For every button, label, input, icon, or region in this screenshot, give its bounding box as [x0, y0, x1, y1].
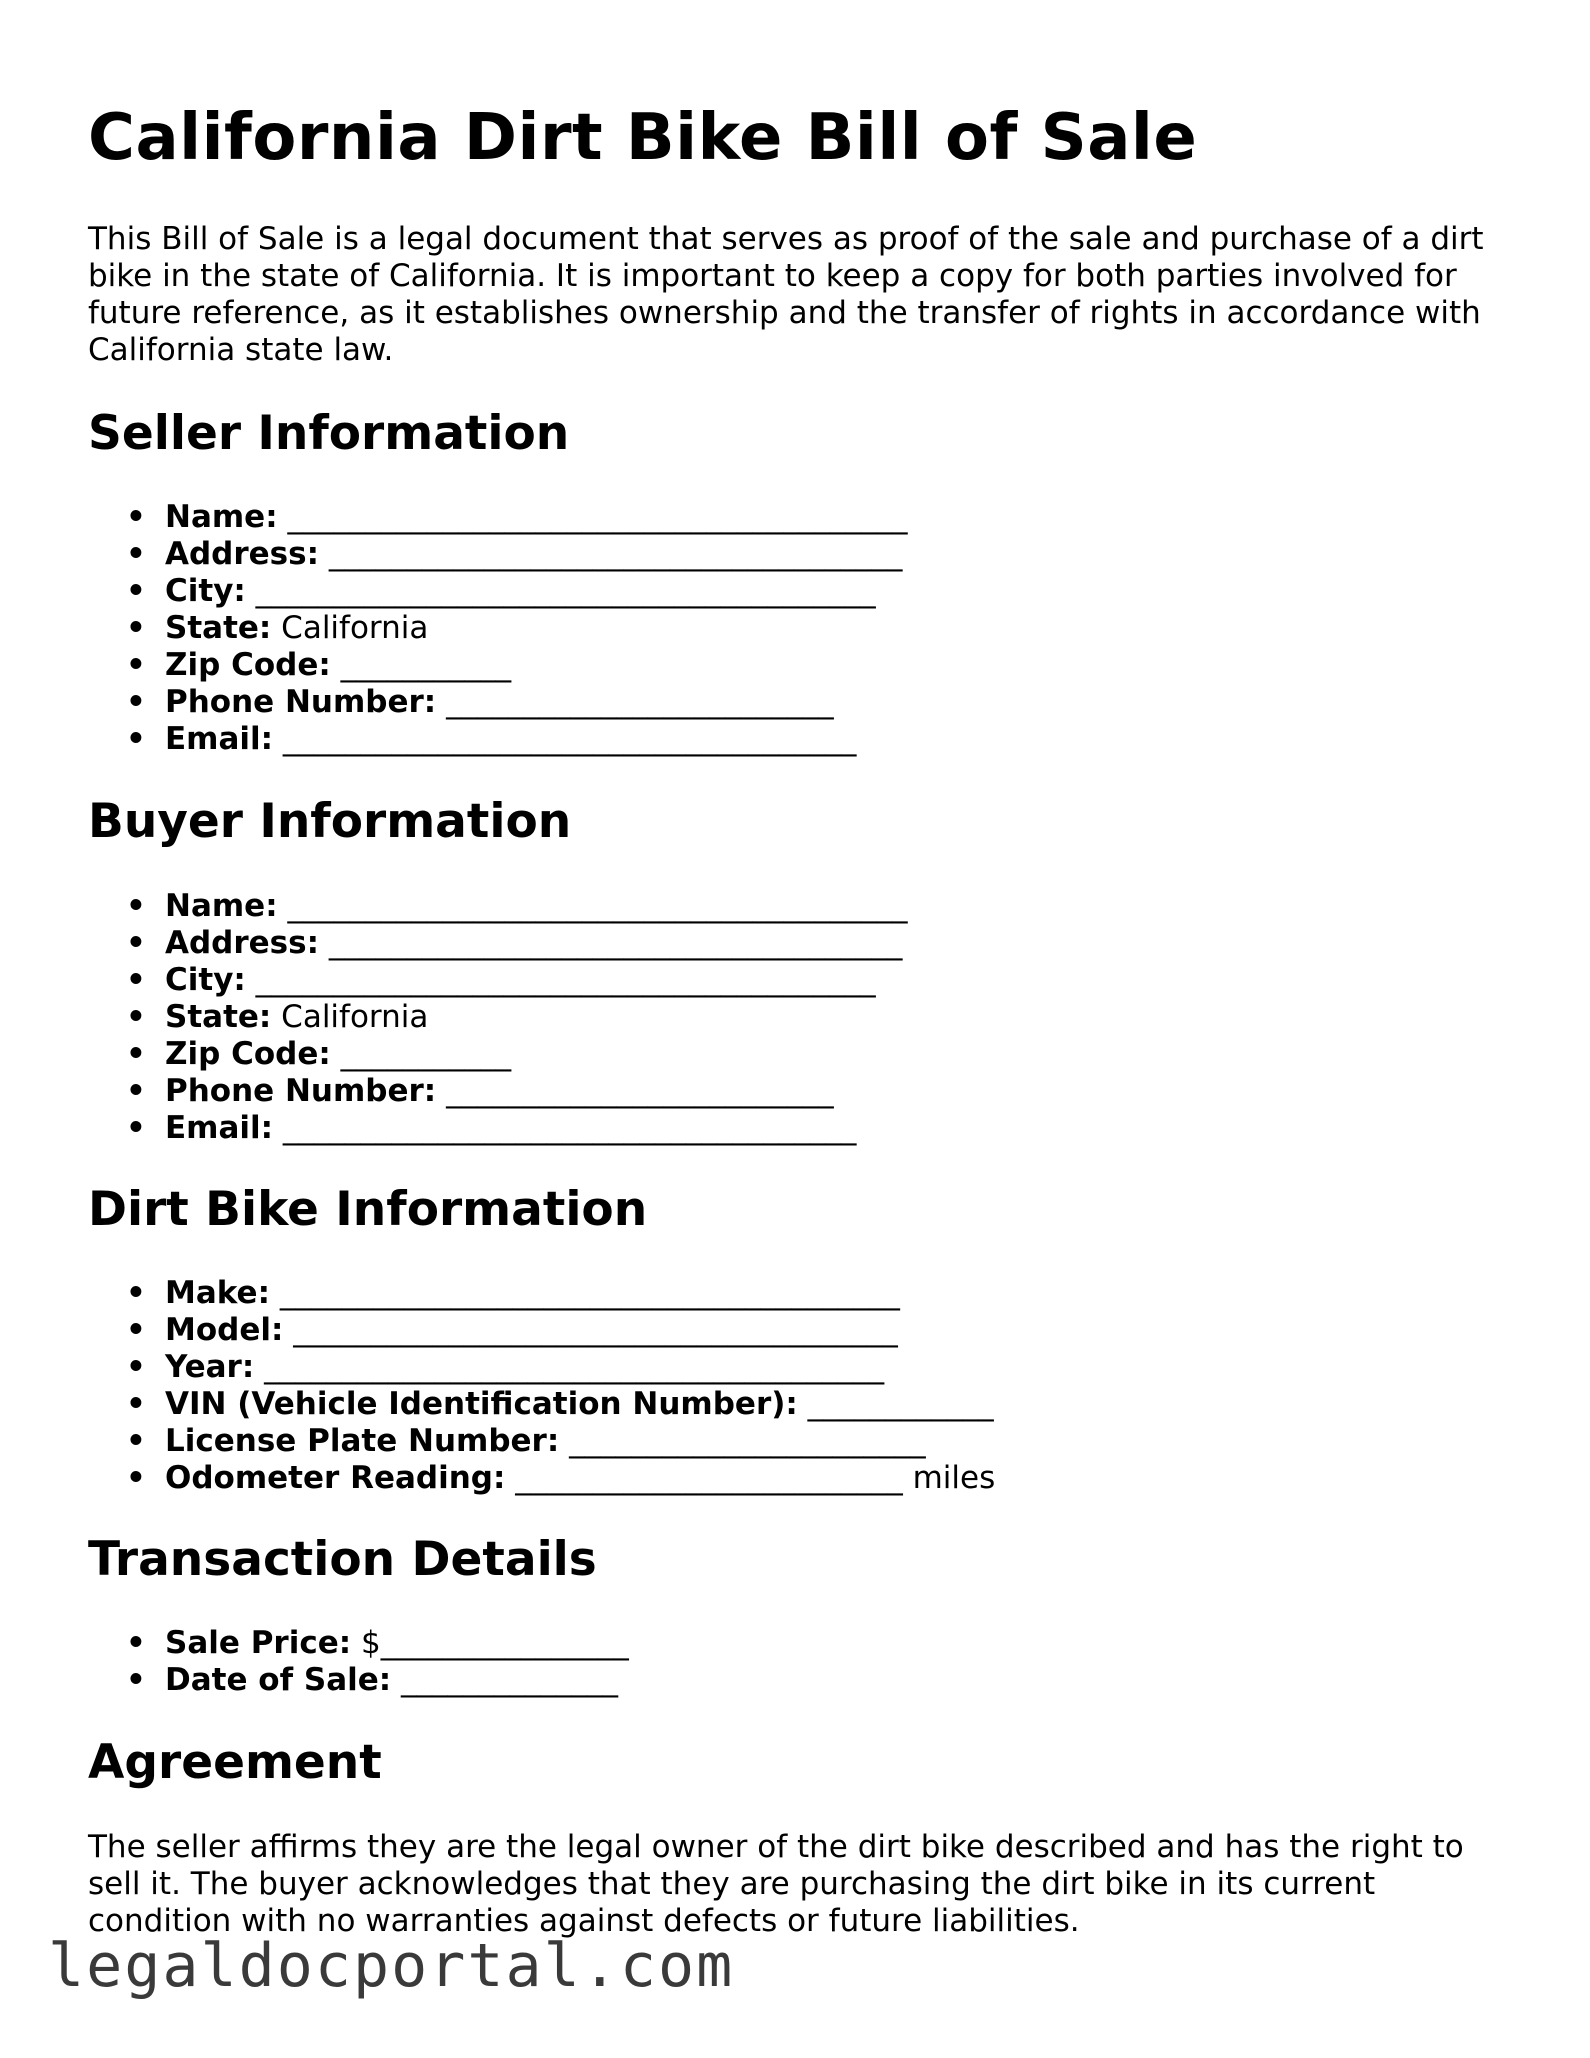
document-title: California Dirt Bike Bill of Sale: [88, 101, 1198, 175]
agreement-paragraph: The seller affirms they are the legal owner of the dirt bike described and has the right to sell it. The buyer acknowledges that they are purchasing the dirt bike in its current condition with no warranties against defects or future liabilities.: [88, 1828, 1464, 1939]
transaction-field-list: [88, 1625, 1508, 1699]
agreement-section-heading: Agreement: [88, 1735, 382, 1791]
buyer-phone-field[interactable]: • Phone Number: _________________________: [126, 1073, 1508, 1110]
bike-plate-field[interactable]: • License Plate Number: _______________________: [126, 1423, 1508, 1460]
sale-date-field[interactable]: • Date of Sale: ______________: [126, 1662, 1508, 1699]
seller-address-field[interactable]: • Address: _____________________________________: [126, 536, 1508, 573]
bike-section-heading: Dirt Bike Information: [88, 1181, 648, 1237]
watermark-logo: legaldocportal.com: [48, 1931, 735, 2001]
bike-year-field[interactable]: • Year: ________________________________________: [126, 1349, 1508, 1386]
bike-odometer-field[interactable]: • Odometer Reading: _________________________ miles: [126, 1460, 1508, 1497]
buyer-state-field: • State: California: [126, 999, 1508, 1036]
buyer-city-field[interactable]: • City: ________________________________________: [126, 962, 1508, 999]
buyer-address-field[interactable]: • Address: _____________________________________: [126, 925, 1508, 962]
buyer-name-field[interactable]: • Name: ________________________________________: [126, 888, 1508, 925]
seller-section-heading: Seller Information: [88, 405, 570, 461]
buyer-field-list: [88, 888, 1508, 1147]
seller-phone-field[interactable]: • Phone Number: _________________________: [126, 684, 1508, 721]
bike-model-field[interactable]: • Model: _______________________________________: [126, 1312, 1508, 1349]
buyer-email-field[interactable]: • Email: _____________________________________: [126, 1110, 1508, 1147]
seller-name-field[interactable]: • Name: ________________________________________: [126, 499, 1508, 536]
seller-email-field[interactable]: • Email: _____________________________________: [126, 721, 1508, 758]
seller-zip-field[interactable]: • Zip Code: ___________: [126, 647, 1508, 684]
bike-field-list: [88, 1275, 1508, 1497]
sale-price-field[interactable]: • Sale Price: $________________: [126, 1625, 1508, 1662]
seller-field-list: [88, 499, 1508, 758]
buyer-section-heading: Buyer Information: [88, 794, 572, 850]
bike-vin-field[interactable]: • VIN (Vehicle Identification Number): ____________: [126, 1386, 1508, 1423]
intro-paragraph: This Bill of Sale is a legal document that serves as proof of the sale and purchase of a dirt bike in the state of California. It is important to keep a copy for both parties involved for future reference, as it establishes ownership and the transfer of rights in accordance with California state law.: [88, 220, 1484, 368]
document-page: [88, 100, 1508, 1940]
seller-state-field: • State: California: [126, 610, 1508, 647]
transaction-section-heading: Transaction Details: [88, 1531, 597, 1587]
odometer-unit: miles: [912, 1459, 996, 1496]
seller-city-field[interactable]: • City: ________________________________________: [126, 573, 1508, 610]
buyer-zip-field[interactable]: • Zip Code: ___________: [126, 1036, 1508, 1073]
bike-make-field[interactable]: • Make: ________________________________________: [126, 1275, 1508, 1312]
